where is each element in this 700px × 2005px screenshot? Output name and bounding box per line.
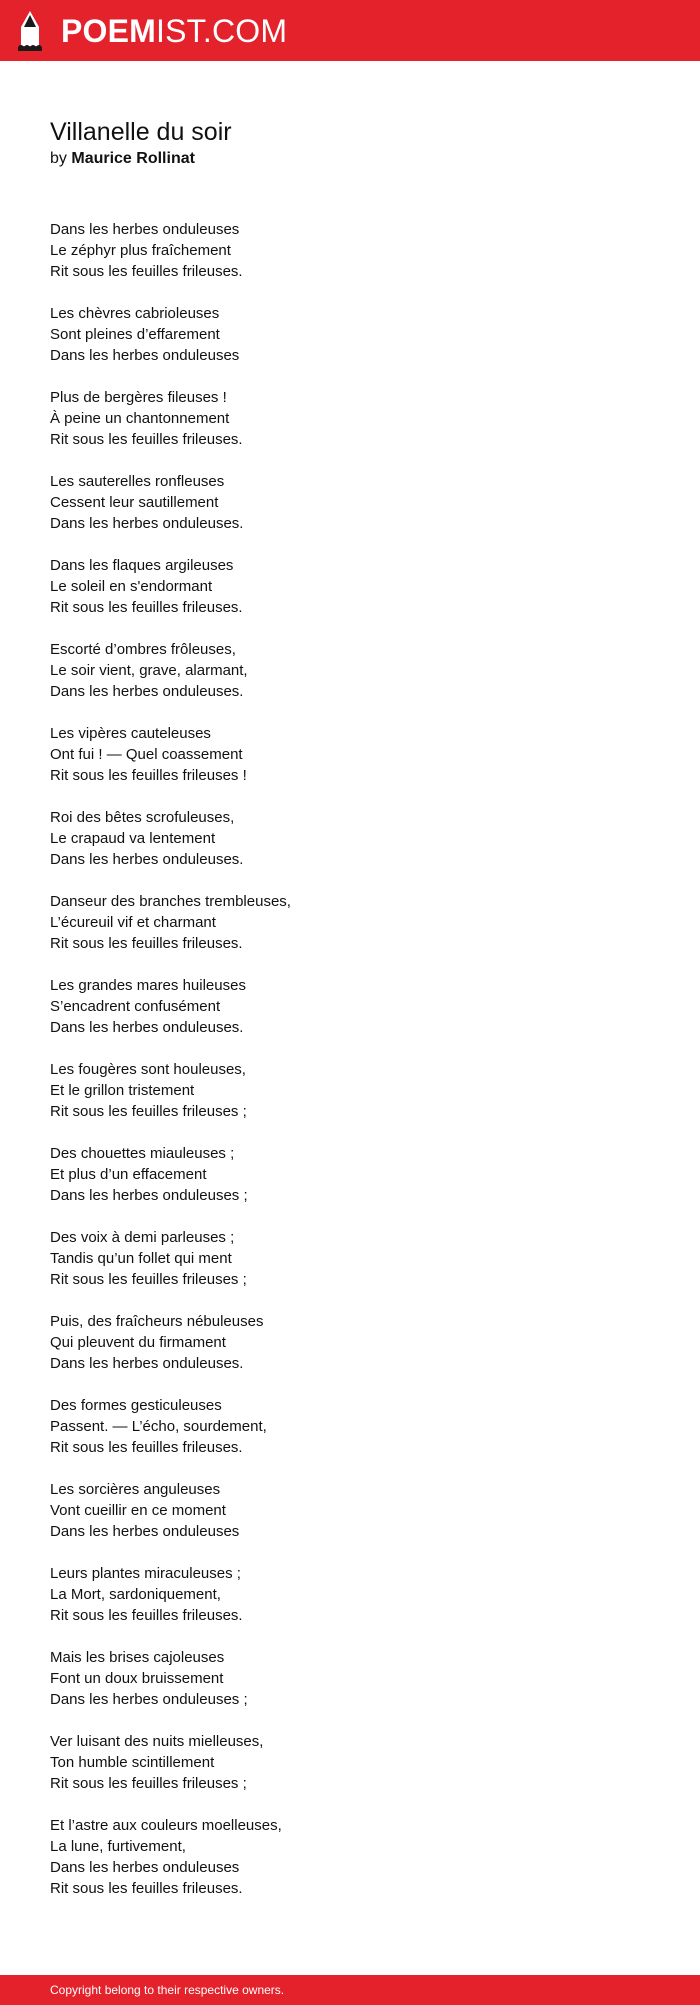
stanza: [50, 1059, 650, 1122]
poem-line: Sont pleines d’effarement: [50, 326, 220, 343]
poem-title: Villanelle du soir: [50, 118, 232, 146]
poem-line: Rit sous les feuilles frileuses !: [50, 767, 247, 784]
stanza: [50, 975, 650, 1038]
stanza: [50, 219, 650, 282]
poem-line: Dans les herbes onduleuses.: [50, 1355, 244, 1372]
poem-line: Ont fui ! — Quel coassement: [50, 746, 243, 763]
poem-line: Danseur des branches trembleuses,: [50, 893, 291, 910]
logo-light-text: IST.COM: [156, 13, 288, 49]
poem-line: Ver luisant des nuits mielleuses,: [50, 1733, 264, 1750]
poem-line: Roi des bêtes scrofuleuses,: [50, 809, 235, 826]
poem-line: Dans les herbes onduleuses: [50, 221, 240, 238]
poem-line: Des formes gesticuleuses: [50, 1397, 222, 1414]
stanza: [50, 1563, 650, 1626]
poem-line: Les fougères sont houleuses,: [50, 1061, 246, 1078]
poem-line: Rit sous les feuilles frileuses.: [50, 1880, 243, 1897]
poem-line: Dans les herbes onduleuses.: [50, 683, 244, 700]
poem-line: Le zéphyr plus fraîchement: [50, 242, 231, 259]
poem-line: Ton humble scintillement: [50, 1754, 215, 1771]
poem-line: Dans les flaques argileuses: [50, 557, 234, 574]
poem-body: [50, 219, 650, 1920]
poem-line: Et l’astre aux couleurs moelleuses,: [50, 1817, 282, 1834]
poem-line: Les sauterelles ronfleuses: [50, 473, 225, 490]
poem-line: Et plus d’un effacement: [50, 1166, 207, 1183]
stanza: [50, 1815, 650, 1899]
poem-line: À peine un chantonnement: [50, 410, 230, 427]
poem-line: Font un doux bruissement: [50, 1670, 224, 1687]
stanza: [50, 1227, 650, 1290]
poem-byline: [50, 147, 195, 171]
poem-line: Qui pleuvent du firmament: [50, 1334, 226, 1351]
stanza: [50, 1395, 650, 1458]
poem-line: Les vipères cauteleuses: [50, 725, 211, 742]
poem-line: Le soleil en s'endormant: [50, 578, 213, 595]
poem-line: Des voix à demi parleuses ;: [50, 1229, 235, 1246]
site-logo[interactable]: [61, 11, 287, 51]
author-name[interactable]: Maurice Rollinat: [71, 150, 195, 167]
poem-line: Rit sous les feuilles frileuses ;: [50, 1103, 247, 1120]
poem-line: Rit sous les feuilles frileuses.: [50, 599, 243, 616]
poem-line: Dans les herbes onduleuses.: [50, 851, 244, 868]
poem-line: Dans les herbes onduleuses: [50, 347, 240, 364]
stanza: [50, 1311, 650, 1374]
stanza: [50, 807, 650, 870]
poem-line: Rit sous les feuilles frileuses.: [50, 263, 243, 280]
poem-line: Dans les herbes onduleuses: [50, 1859, 240, 1876]
stanza: [50, 891, 650, 954]
stanza: [50, 1731, 650, 1794]
poem-line: L’écureuil vif et charmant: [50, 914, 216, 931]
stanza: [50, 1479, 650, 1542]
stanza: [50, 1143, 650, 1206]
poem-line: Rit sous les feuilles frileuses.: [50, 1607, 243, 1624]
poem-line: Cessent leur sautillement: [50, 494, 219, 511]
poem-line: Les grandes mares huileuses: [50, 977, 246, 994]
poem-line: Rit sous les feuilles frileuses ;: [50, 1775, 247, 1792]
poem-line: Des chouettes miauleuses ;: [50, 1145, 235, 1162]
poem-line: Les chèvres cabrioleuses: [50, 305, 220, 322]
poem-line: Rit sous les feuilles frileuses.: [50, 935, 243, 952]
poem-line: Dans les herbes onduleuses ;: [50, 1691, 248, 1708]
poem-line: Les sorcières anguleuses: [50, 1481, 221, 1498]
poem-line: Rit sous les feuilles frileuses.: [50, 1439, 243, 1456]
by-label: by: [50, 150, 67, 167]
poem-line: Rit sous les feuilles frileuses.: [50, 431, 243, 448]
poem-line: Tandis qu’un follet qui ment: [50, 1250, 232, 1267]
stanza: [50, 555, 650, 618]
stanza: [50, 303, 650, 366]
poem-line: Dans les herbes onduleuses ;: [50, 1187, 248, 1204]
pen-nib-icon[interactable]: [17, 10, 43, 52]
poem-line: Dans les herbes onduleuses.: [50, 515, 244, 532]
poem-line: Puis, des fraîcheurs nébuleuses: [50, 1313, 264, 1330]
poem-line: Et le grillon tristement: [50, 1082, 195, 1099]
site-header: [0, 0, 700, 61]
poem-line: Dans les herbes onduleuses: [50, 1523, 240, 1540]
copyright-text: Copyright belong to their respective owners.: [50, 1983, 285, 1997]
stanza: [50, 639, 650, 702]
stanza: [50, 1647, 650, 1710]
poem-line: La Mort, sardoniquement,: [50, 1586, 221, 1603]
poem-line: Le soir vient, grave, alarmant,: [50, 662, 248, 679]
stanza: [50, 471, 650, 534]
site-footer: [0, 1975, 700, 2005]
stanza: [50, 387, 650, 450]
logo-bold-text: POEM: [61, 13, 157, 49]
poem-line: Dans les herbes onduleuses.: [50, 1019, 244, 1036]
poem-line: Leurs plantes miraculeuses ;: [50, 1565, 241, 1582]
poem-line: Plus de bergères fileuses !: [50, 389, 227, 406]
poem-line: Escorté d’ombres frôleuses,: [50, 641, 236, 658]
poem-line: Passent. — L’écho, sourdement,: [50, 1418, 267, 1435]
poem-line: Le crapaud va lentement: [50, 830, 216, 847]
poem-line: Mais les brises cajoleuses: [50, 1649, 225, 1666]
stanza: [50, 723, 650, 786]
poem-line: S’encadrent confusément: [50, 998, 221, 1015]
poem-line: Rit sous les feuilles frileuses ;: [50, 1271, 247, 1288]
poem-line: Vont cueillir en ce moment: [50, 1502, 226, 1519]
poem-line: La lune, furtivement,: [50, 1838, 186, 1855]
